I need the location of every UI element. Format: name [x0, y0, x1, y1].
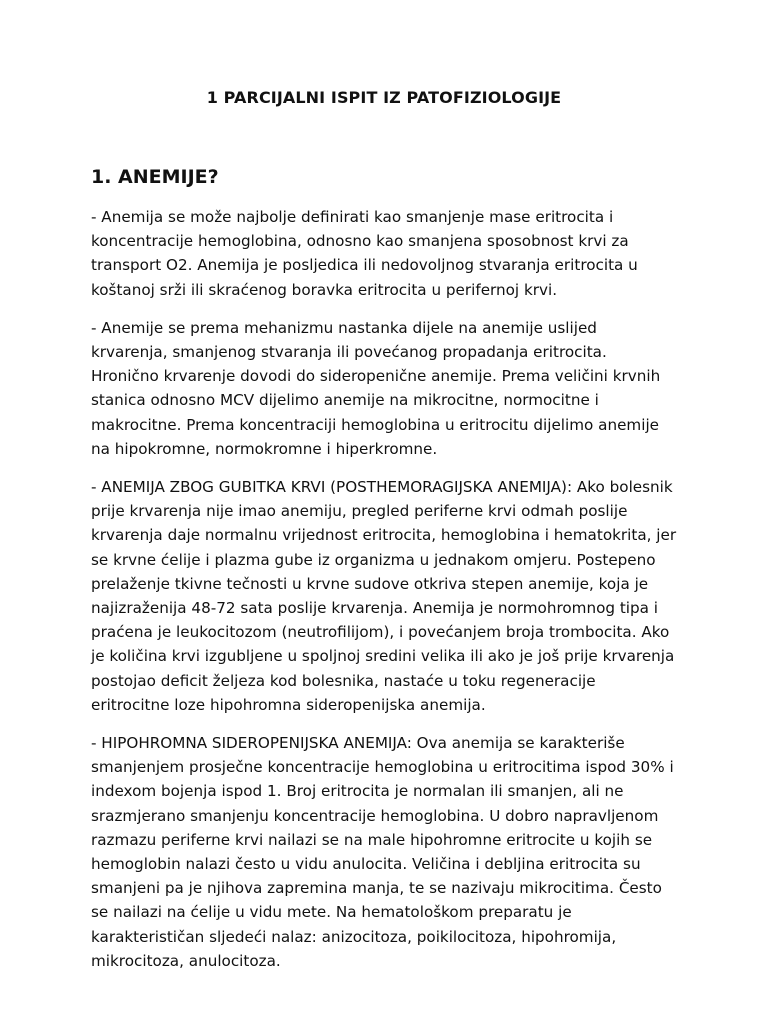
section-body [91, 205, 677, 987]
section-heading: 1. ANEMIJE? [91, 166, 219, 188]
paragraph-posthemoragic-anemia: - ANEMIJA ZBOG GUBITKA KRVI (POSTHEMORAGIJSKA ANEMIJA): Ako bolesnik prije krvarenja nije imao anemiju, pregled periferne krvi odmah poslije krvarenja daje normalnu vrijednost eritrocita, hemoglobina i hematokrita, jer se krvne ćelije i plazma gube iz organizma u jednakom omjeru. Postepeno prelaženje tkivne tečnosti u krvne sudove otkriva stepen anemije, koja je najizraženija 48-72 sata poslije krvarenja. Anemija je normohromnog tipa i praćena je leukocitozom (neutrofilijom), i povećanjem broja trombocita. Ako je količina krvi izgubljene u spoljnoj sredini velika ili ako je još prije krvarenja postojao deficit željeza kod bolesnika, nastaće u toku regeneracije eritrocitne loze hipohromna sideropenijska anemija. [91, 478, 677, 714]
paragraph-classification: - Anemije se prema mehanizmu nastanka dijele na anemije uslijed krvarenja, smanjenog stvaranja ili povećanog propadanja eritrocita. Hronično krvarenje dovodi do sideropenične anemije. Prema veličini krvnih stanica odnosno MCV dijelimo anemije na mikrocitne, normocitne i makrocitne. Prema koncentraciji hemoglobina u eritrocitu dijelimo anemije na hipokromne, normokromne i hiperkromne. [91, 318, 661, 458]
document-title: 1 PARCIJALNI ISPIT IZ PATOFIZIOLOGIJE [206, 88, 562, 107]
paragraph-definition: - Anemija se može najbolje definirati kao smanjenje mase eritrocita i koncentracije hemoglobina, odnosno kao smanjena sposobnost krvi za transport O2. Anemija je posljedica ili nedovoljnog stvaranja eritrocita u koštanoj srži ili skraćenog boravka eritrocita u perifernoj krvi. [91, 208, 638, 299]
paragraph-sideropenic-anemia: - HIPOHROMNA SIDEROPENIJSKA ANEMIJA: Ova anemija se karakteriše smanjenjem prosječne koncentracije hemoglobina u eritrocitima ispod 30% i indexom bojenja ispod 1. Broj eritrocita je normalan ili smanjen, ali ne srazmjerano smanjenju koncentracije hemoglobina. U dobro napravljenom razmazu periferne krvi nailazi se na male hipohromne eritrocite u kojih se hemoglobin nalazi često u vidu anulocita. Veličina i debljina eritrocita su smanjeni pa je njihova zapremina manja, te se nazivaju mikrocitima. Često se nailazi na ćelije u vidu mete. Na hematološkom preparatu je karakterističan sljedeći nalaz: anizocitoza, poikilocitoza, hipohromija, mikrocitoza, anulocitoza. [91, 734, 674, 970]
